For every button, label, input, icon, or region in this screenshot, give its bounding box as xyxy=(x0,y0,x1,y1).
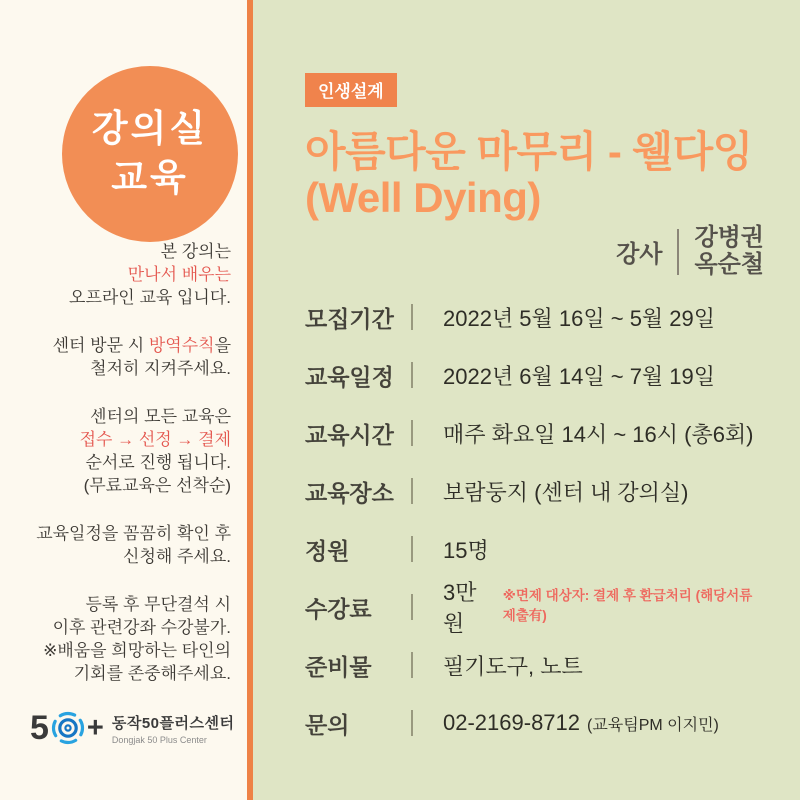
detail-row-course-schedule xyxy=(305,346,764,404)
notice-quarantine xyxy=(8,334,231,380)
course-title-line2: (Well Dying) xyxy=(305,174,541,222)
notice-text: 본 강의는 xyxy=(160,242,231,261)
detail-divider xyxy=(411,594,413,620)
notice-absence xyxy=(8,593,231,685)
notice-text: ※배움을 희망하는 타인의 xyxy=(43,641,231,660)
detail-label: 교육시간 xyxy=(305,421,394,448)
detail-label: 준비물 xyxy=(305,653,372,680)
contact-person-note: (교육팀PM 이지민) xyxy=(587,717,719,735)
logo-name-english: Dongjak 50 Plus Center xyxy=(111,734,207,745)
logo-number: 5 xyxy=(30,709,49,747)
notice-text: 이후 관련강좌 수강불가. xyxy=(52,618,231,637)
notice-process xyxy=(8,405,231,497)
detail-value: 2022년 5월 16일 ~ 5월 29일 xyxy=(443,305,716,331)
logo-name-korean: 동작50플러스센터 xyxy=(111,714,235,732)
notice-text: 신청해 주세요. xyxy=(123,547,231,566)
sidebar-panel xyxy=(0,0,247,800)
instructor-label: 강사 xyxy=(616,241,663,269)
detail-divider xyxy=(411,362,413,388)
notice-text: 센터 방문 시 xyxy=(52,336,149,355)
notice-list xyxy=(8,240,231,710)
detail-row-contact xyxy=(305,694,764,752)
circle-badge-line1: 강의실 xyxy=(91,108,209,150)
course-title-line1: 아름다운 마무리 - 웰다잉 xyxy=(305,128,753,175)
main-panel xyxy=(253,0,800,800)
center-logo xyxy=(30,710,234,746)
detail-row-recruit-period xyxy=(305,288,764,346)
detail-divider xyxy=(411,478,413,504)
detail-value: 매주 화요일 14시 ~ 16시 (총6회) xyxy=(443,421,754,447)
instructor-row xyxy=(305,225,764,278)
fee-exemption-note: ※면제 대상자: 결제 후 환급처리 (해당서류제출有) xyxy=(502,588,753,624)
notice-text: 철저히 지켜주세요. xyxy=(90,359,231,378)
notice-text: 교육일정을 꼼꼼히 확인 후 xyxy=(36,524,231,543)
fifty-plus-target-icon xyxy=(50,710,86,746)
detail-divider xyxy=(411,304,413,330)
notice-text: 기회를 존중해주세요. xyxy=(73,664,231,683)
notice-text: 을 xyxy=(214,336,231,355)
detail-label: 교육장소 xyxy=(305,479,394,506)
instructor-divider xyxy=(677,229,679,275)
detail-label: 문의 xyxy=(305,711,350,738)
classroom-education-badge xyxy=(62,66,238,242)
detail-divider xyxy=(411,710,413,736)
detail-value: 2022년 6월 14일 ~ 7월 19일 xyxy=(443,363,716,389)
course-title xyxy=(305,129,764,221)
notice-text: 등록 후 무단결석 시 xyxy=(85,595,231,614)
notice-text-highlight: 접수 → 선정 → 결제 xyxy=(79,430,231,449)
detail-label: 수강료 xyxy=(305,595,372,622)
detail-row-fee xyxy=(305,578,764,636)
detail-label: 모집기간 xyxy=(305,305,394,332)
detail-divider xyxy=(411,536,413,562)
detail-value: 보람둥지 (센터 내 강의실) xyxy=(443,479,689,505)
detail-label: 정원 xyxy=(305,537,350,564)
notice-schedule-check xyxy=(8,522,231,568)
detail-row-course-time xyxy=(305,404,764,462)
detail-divider xyxy=(411,420,413,446)
detail-row-capacity xyxy=(305,520,764,578)
notice-text: 순서로 진행 됩니다. xyxy=(85,453,231,472)
notice-offline xyxy=(8,240,231,309)
contact-phone: 02-2169-8712 xyxy=(443,710,581,736)
notice-text: (무료교육은 선착순) xyxy=(83,476,231,495)
detail-value: 15명 xyxy=(443,537,489,563)
category-badge: 인생설계 xyxy=(305,73,397,107)
notice-text: 오프라인 교육 입니다. xyxy=(69,288,231,307)
notice-text-highlight: 방역수칙 xyxy=(148,336,215,355)
circle-badge-line2: 교육 xyxy=(111,157,189,198)
logo-text xyxy=(112,712,235,745)
notice-text-highlight: 만나서 배우는 xyxy=(127,265,231,284)
detail-row-materials xyxy=(305,636,764,694)
instructor-name: 강병권 xyxy=(694,224,764,252)
detail-value: 필기도구, 노트 xyxy=(443,653,583,679)
detail-value: 3만원 xyxy=(443,580,477,637)
instructor-names xyxy=(694,225,764,278)
detail-row-location xyxy=(305,462,764,520)
course-details xyxy=(305,288,764,752)
detail-divider xyxy=(411,652,413,678)
detail-label: 교육일정 xyxy=(305,363,394,390)
instructor-name: 옥순철 xyxy=(694,250,764,278)
notice-text: 센터의 모든 교육은 xyxy=(90,407,231,426)
logo-plus: + xyxy=(86,711,104,744)
